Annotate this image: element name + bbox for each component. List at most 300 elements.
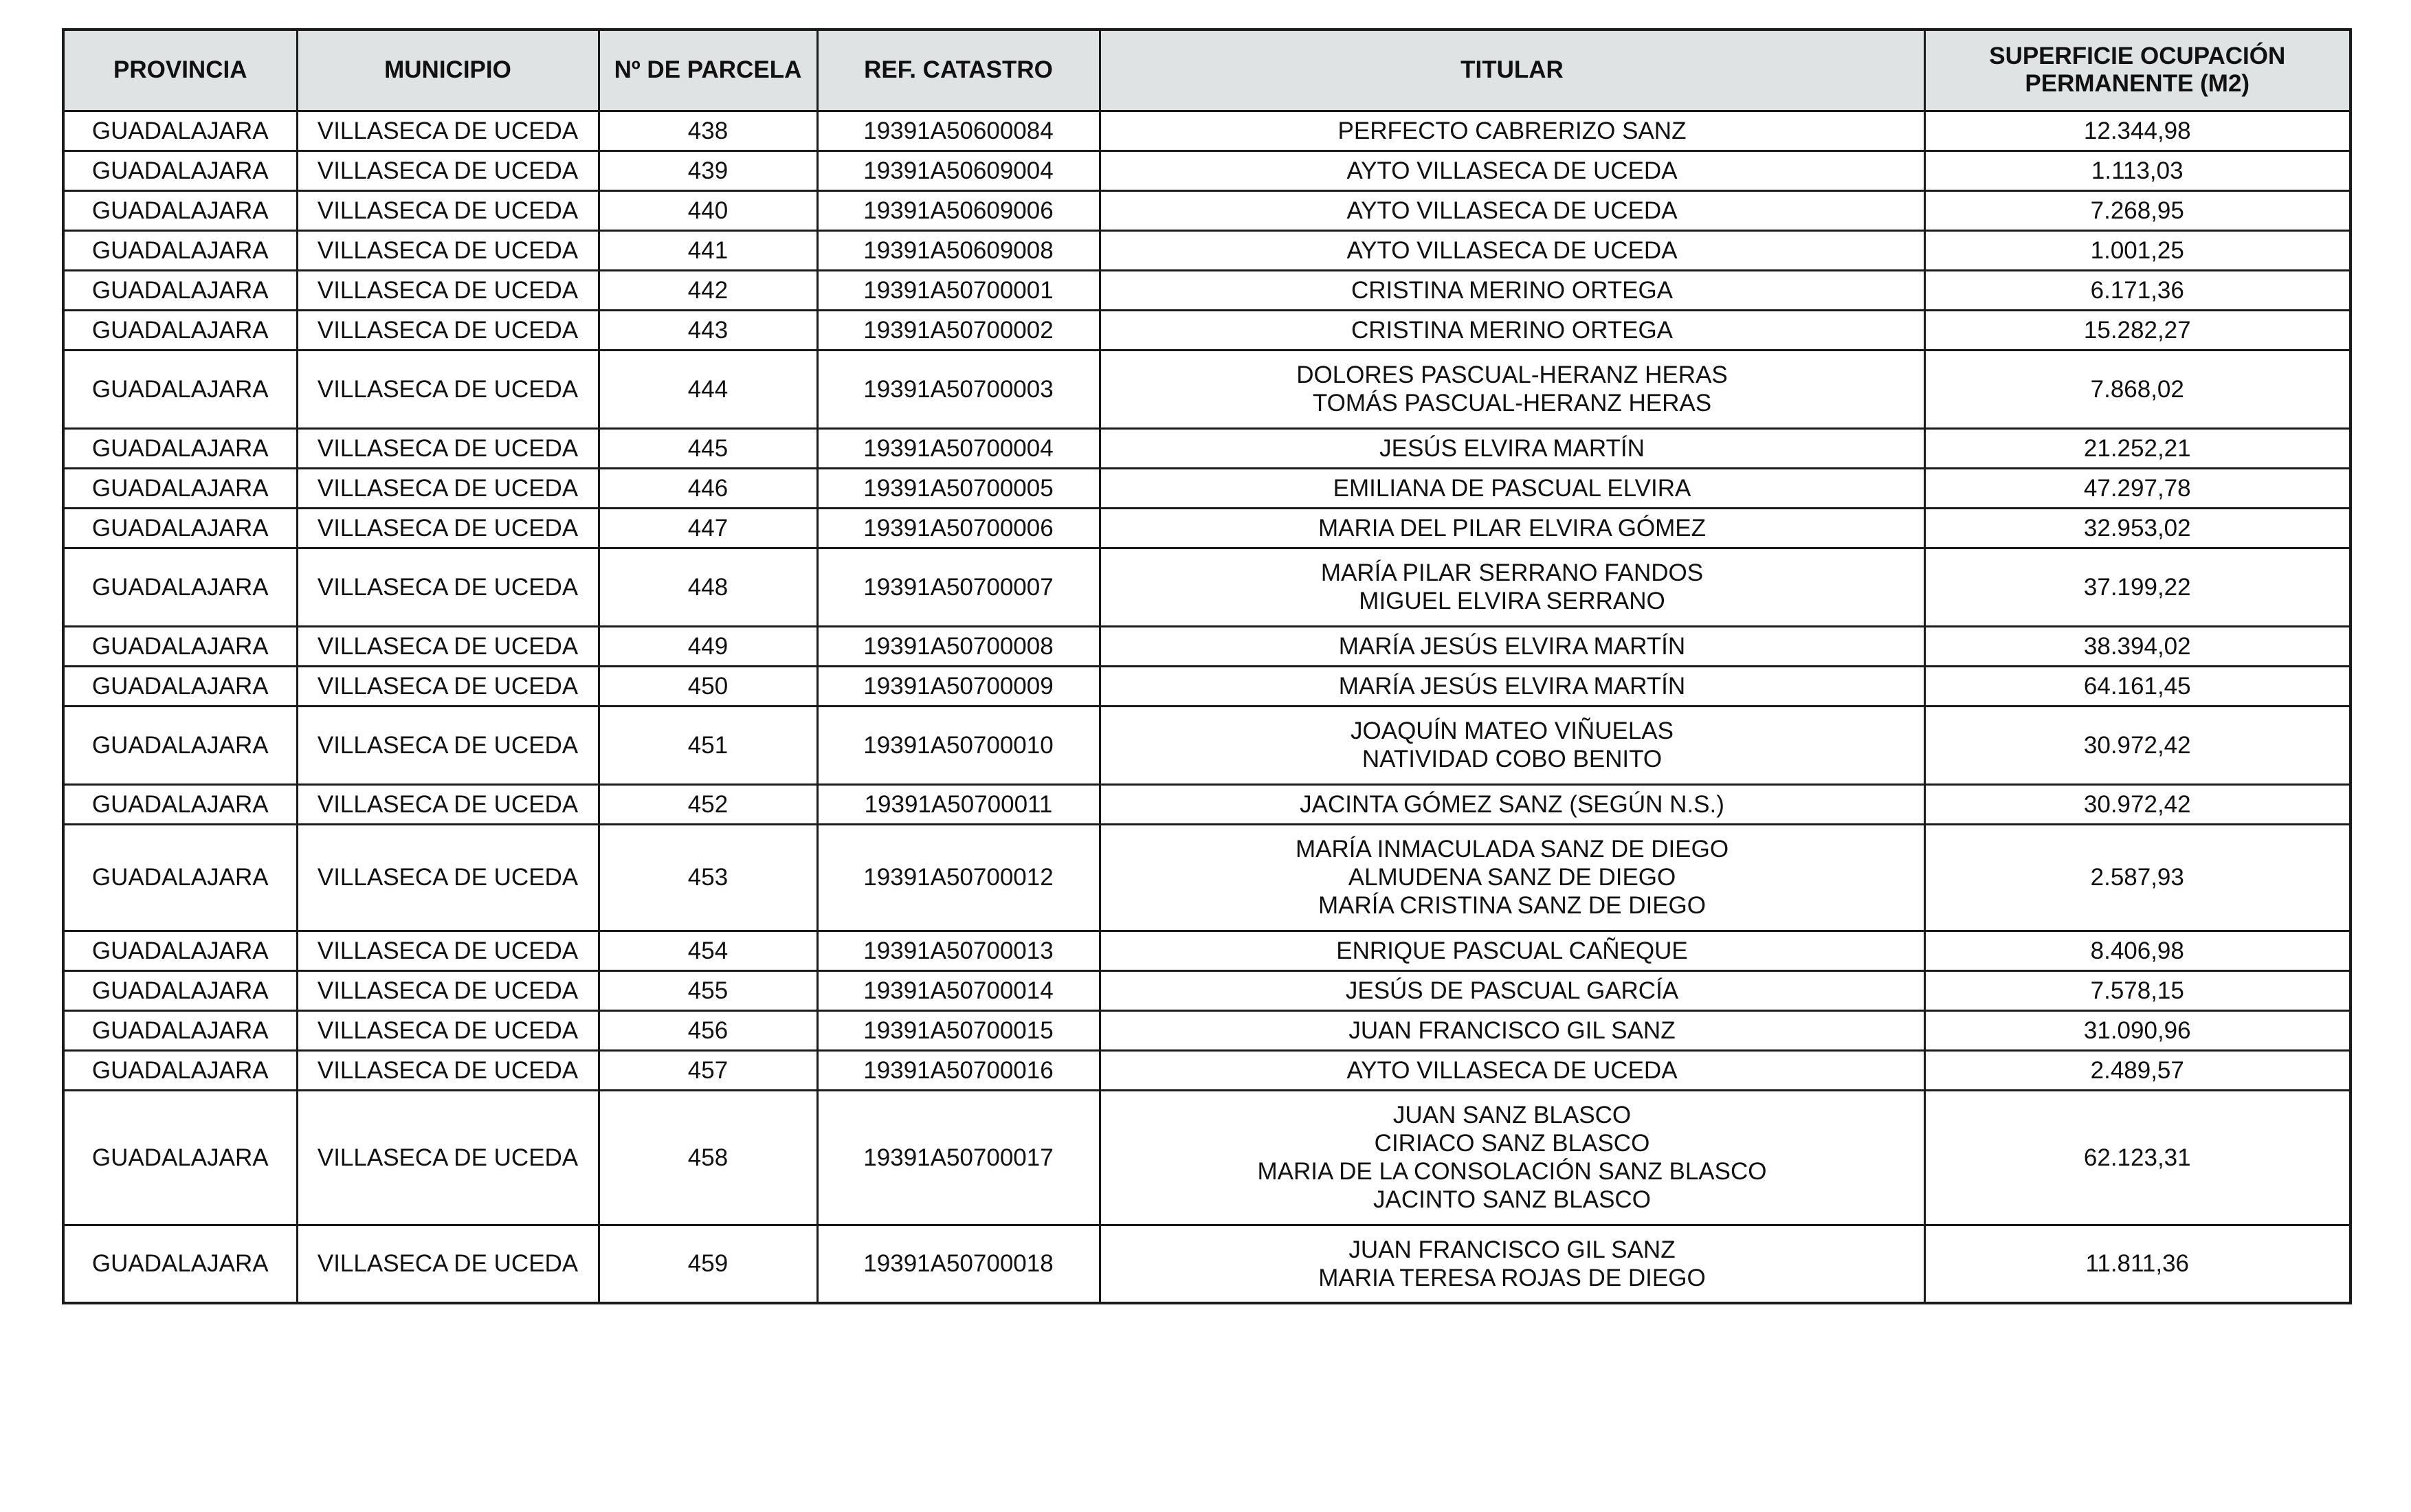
cell-superficie-text: 21.252,21 [2083,434,2191,462]
cell-provincia [63,626,297,666]
cell-municipio-text: VILLASECA DE UCEDA [317,1250,579,1278]
cell-parcela-text: 449 [687,632,729,660]
cell-parcela [599,151,817,190]
cell-ref-catastro-text: 19391A50700014 [863,977,1054,1004]
parcel-table [62,28,2352,1304]
cell-ref-catastro-text: 19391A50609008 [863,236,1054,264]
cell-municipio-text: VILLASECA DE UCEDA [317,1144,579,1171]
cell-titular [1100,190,1924,230]
cell-municipio [297,468,599,508]
cell-ref-catastro-text: 19391A50700001 [863,276,1054,304]
titular-name: JESÚS DE PASCUAL GARCÍA [1345,977,1679,1004]
cell-titular [1100,970,1924,1010]
cell-provincia-text: GUADALAJARA [91,864,269,891]
cell-provincia [63,548,297,626]
cell-superficie-text: 7.868,02 [2090,375,2184,403]
cell-municipio-text: VILLASECA DE UCEDA [317,236,579,264]
cell-municipio-text: VILLASECA DE UCEDA [317,977,579,1004]
cell-ref-catastro [817,1050,1100,1090]
cell-titular [1100,1010,1924,1050]
cell-superficie-text: 11.811,36 [2085,1250,2189,1278]
cell-provincia [63,230,297,270]
titular-name: JUAN FRANCISCO GIL SANZ [1348,1016,1676,1044]
cell-provincia [63,1050,297,1090]
table-row [63,931,2351,970]
cell-ref-catastro-text: 19391A50700004 [863,434,1054,462]
cell-municipio [297,626,599,666]
cell-superficie [1924,508,2351,548]
cell-titular [1100,230,1924,270]
cell-superficie-text: 37.199,22 [2083,573,2191,601]
table-row [63,190,2351,230]
cell-municipio-text: VILLASECA DE UCEDA [317,1056,579,1084]
cell-municipio-text: VILLASECA DE UCEDA [317,864,579,891]
table-row [63,111,2351,151]
titular-name: AYTO VILLASECA DE UCEDA [1346,197,1678,224]
titular-name: JACINTO SANZ BLASCO [1373,1186,1651,1213]
cell-provincia-text: GUADALAJARA [91,937,269,964]
cell-superficie-text: 7.268,95 [2090,197,2184,224]
header-municipio: MUNICIPIO [297,30,599,111]
table-row [63,1050,2351,1090]
cell-superficie-text: 1.001,25 [2090,236,2184,264]
table-row [63,508,2351,548]
cell-municipio-text: VILLASECA DE UCEDA [317,316,579,344]
cell-provincia-text: GUADALAJARA [91,316,269,344]
table-header-row [63,30,2351,111]
cell-superficie [1924,666,2351,706]
cell-municipio [297,931,599,970]
cell-provincia-text: GUADALAJARA [91,977,269,1004]
titular-name: JUAN SANZ BLASCO [1392,1102,1632,1129]
cell-municipio [297,1050,599,1090]
titular-name: CRISTINA MERINO ORTEGA [1351,316,1674,344]
cell-provincia [63,190,297,230]
cell-titular [1100,270,1924,310]
cell-provincia [63,931,297,970]
cell-superficie-text: 64.161,45 [2083,672,2191,700]
table-row [63,1225,2351,1303]
cell-ref-catastro [817,548,1100,626]
cell-municipio [297,350,599,428]
table-row [63,230,2351,270]
cell-municipio [297,270,599,310]
cell-parcela-text: 457 [687,1056,729,1084]
cell-municipio-text: VILLASECA DE UCEDA [317,117,579,144]
cell-provincia [63,111,297,151]
cell-superficie [1924,428,2351,468]
table-body [63,111,2351,1303]
cell-superficie [1924,824,2351,931]
cell-parcela-text: 448 [687,573,729,601]
cell-superficie-text: 1.113,03 [2091,157,2184,184]
cell-parcela [599,350,817,428]
cell-ref-catastro [817,1010,1100,1050]
cell-provincia [63,1090,297,1225]
cell-provincia-text: GUADALAJARA [91,731,269,759]
cell-municipio-text: VILLASECA DE UCEDA [317,573,579,601]
cell-ref-catastro-text: 19391A50700015 [863,1016,1054,1044]
cell-parcela-text: 444 [687,375,729,403]
cell-ref-catastro-text: 19391A50700006 [863,514,1054,542]
cell-provincia-text: GUADALAJARA [91,632,269,660]
cell-parcela-text: 446 [687,474,729,502]
cell-parcela [599,1050,817,1090]
cell-superficie [1924,468,2351,508]
cell-parcela-text: 442 [687,276,729,304]
titular-name: MARÍA JESÚS ELVIRA MARTÍN [1338,632,1686,660]
cell-provincia-text: GUADALAJARA [91,236,269,264]
cell-ref-catastro [817,190,1100,230]
cell-provincia-text: GUADALAJARA [91,672,269,700]
cell-titular [1100,824,1924,931]
cell-provincia [63,666,297,706]
titular-name: EMILIANA DE PASCUAL ELVIRA [1333,474,1691,502]
cell-municipio [297,111,599,151]
cell-municipio [297,1010,599,1050]
cell-municipio-text: VILLASECA DE UCEDA [317,197,579,224]
cell-titular [1100,468,1924,508]
cell-superficie-text: 38.394,02 [2083,632,2191,660]
header-titular: TITULAR [1100,30,1924,111]
cell-municipio [297,548,599,626]
cell-ref-catastro [817,508,1100,548]
cell-titular [1100,1050,1924,1090]
cell-parcela [599,1090,817,1225]
cell-provincia [63,428,297,468]
cell-parcela-text: 455 [687,977,729,1004]
cell-superficie [1924,151,2351,190]
cell-ref-catastro [817,468,1100,508]
cell-provincia [63,970,297,1010]
cell-ref-catastro-text: 19391A50700017 [863,1144,1054,1171]
cell-parcela [599,824,817,931]
cell-parcela [599,706,817,784]
cell-parcela [599,548,817,626]
cell-ref-catastro [817,666,1100,706]
cell-ref-catastro [817,151,1100,190]
cell-ref-catastro-text: 19391A50700016 [863,1056,1054,1084]
cell-ref-catastro-text: 19391A50700012 [863,864,1054,891]
table-row [63,784,2351,824]
cell-municipio [297,230,599,270]
cell-municipio [297,1225,599,1303]
titular-name: AYTO VILLASECA DE UCEDA [1346,236,1678,264]
cell-titular [1100,428,1924,468]
titular-name: MARIA TERESA ROJAS DE DIEGO [1318,1264,1706,1291]
cell-provincia [63,151,297,190]
cell-superficie-text: 31.090,96 [2083,1016,2191,1044]
cell-municipio [297,151,599,190]
cell-superficie [1924,1050,2351,1090]
cell-provincia-text: GUADALAJARA [91,117,269,144]
cell-provincia-text: GUADALAJARA [91,1056,269,1084]
titular-name: MARÍA JESÚS ELVIRA MARTÍN [1338,672,1686,700]
cell-parcela-text: 459 [687,1250,729,1278]
cell-parcela [599,111,817,151]
cell-superficie-text: 6.171,36 [2090,276,2184,304]
titular-name: DOLORES PASCUAL-HERANZ HERAS [1296,362,1728,388]
cell-municipio-text: VILLASECA DE UCEDA [317,672,579,700]
cell-ref-catastro [817,350,1100,428]
cell-superficie-text: 8.406,98 [2090,937,2184,964]
cell-provincia-text: GUADALAJARA [91,434,269,462]
titular-name: ENRIQUE PASCUAL CAÑEQUE [1336,937,1688,964]
cell-parcela-text: 440 [687,197,729,224]
cell-parcela [599,1010,817,1050]
cell-superficie-text: 32.953,02 [2083,514,2191,542]
table-row [63,151,2351,190]
cell-parcela [599,230,817,270]
cell-parcela-text: 451 [687,731,729,759]
cell-ref-catastro-text: 19391A50700011 [864,790,1053,818]
header-ref-catastro: REF. CATASTRO [817,30,1100,111]
cell-provincia-text: GUADALAJARA [91,1016,269,1044]
cell-parcela-text: 458 [687,1144,729,1171]
cell-parcela [599,428,817,468]
titular-name: CIRIACO SANZ BLASCO [1374,1130,1650,1157]
cell-provincia-text: GUADALAJARA [91,514,269,542]
cell-parcela-text: 439 [687,157,729,184]
cell-parcela [599,270,817,310]
cell-ref-catastro-text: 19391A50700013 [863,937,1054,964]
titular-name: MARIA DEL PILAR ELVIRA GÓMEZ [1318,514,1707,542]
cell-ref-catastro-text: 19391A50600084 [863,117,1054,144]
cell-superficie-text: 30.972,42 [2083,790,2191,818]
cell-superficie [1924,706,2351,784]
cell-provincia [63,784,297,824]
titular-name: JUAN FRANCISCO GIL SANZ [1348,1236,1676,1263]
table-row [63,666,2351,706]
cell-titular [1100,1090,1924,1225]
cell-superficie-text: 2.587,93 [2090,864,2184,891]
titular-name: MARÍA CRISTINA SANZ DE DIEGO [1318,892,1706,919]
table-row [63,824,2351,931]
cell-titular [1100,111,1924,151]
cell-parcela-text: 454 [687,937,729,964]
cell-superficie-text: 2.489,57 [2090,1056,2184,1084]
cell-titular [1100,151,1924,190]
titular-name: AYTO VILLASECA DE UCEDA [1346,157,1678,184]
cell-superficie [1924,931,2351,970]
table-row [63,270,2351,310]
cell-ref-catastro-text: 19391A50609006 [863,197,1054,224]
cell-titular [1100,1225,1924,1303]
cell-superficie [1924,1225,2351,1303]
cell-municipio [297,666,599,706]
cell-superficie [1924,626,2351,666]
header-parcela: Nº DE PARCELA [599,30,817,111]
cell-titular [1100,508,1924,548]
cell-provincia-text: GUADALAJARA [91,573,269,601]
header-superficie [1924,30,2351,111]
cell-municipio-text: VILLASECA DE UCEDA [317,434,579,462]
cell-ref-catastro [817,230,1100,270]
titular-name: TOMÁS PASCUAL-HERANZ HERAS [1312,390,1712,416]
cell-superficie [1924,350,2351,428]
titular-name: JESÚS ELVIRA MARTÍN [1379,434,1645,462]
cell-parcela-text: 450 [687,672,729,700]
cell-provincia-text: GUADALAJARA [91,276,269,304]
cell-provincia [63,270,297,310]
cell-titular [1100,310,1924,350]
table-row [63,468,2351,508]
table-row [63,350,2351,428]
titular-name: PERFECTO CABRERIZO SANZ [1337,117,1687,144]
cell-ref-catastro [817,270,1100,310]
cell-provincia-text: GUADALAJARA [91,375,269,403]
cell-provincia [63,350,297,428]
cell-municipio [297,310,599,350]
cell-municipio [297,784,599,824]
cell-municipio-text: VILLASECA DE UCEDA [317,375,579,403]
cell-superficie [1924,230,2351,270]
cell-ref-catastro [817,784,1100,824]
titular-name: MARÍA INMACULADA SANZ DE DIEGO [1295,836,1729,863]
cell-parcela [599,931,817,970]
titular-name: JOAQUÍN MATEO VIÑUELAS [1351,718,1674,744]
cell-municipio-text: VILLASECA DE UCEDA [317,1016,579,1044]
cell-ref-catastro [817,706,1100,784]
cell-municipio-text: VILLASECA DE UCEDA [317,632,579,660]
cell-ref-catastro-text: 19391A50609004 [863,157,1054,184]
titular-name: CRISTINA MERINO ORTEGA [1351,276,1674,304]
cell-parcela-text: 453 [687,864,729,891]
cell-parcela [599,626,817,666]
cell-parcela-text: 445 [687,434,729,462]
cell-superficie [1924,1090,2351,1225]
cell-provincia-text: GUADALAJARA [91,790,269,818]
cell-ref-catastro [817,626,1100,666]
cell-ref-catastro [817,970,1100,1010]
cell-provincia [63,468,297,508]
cell-parcela [599,666,817,706]
cell-parcela-text: 456 [687,1016,729,1044]
cell-municipio-text: VILLASECA DE UCEDA [317,276,579,304]
table-row [63,706,2351,784]
table-row [63,626,2351,666]
cell-titular [1100,666,1924,706]
cell-parcela [599,970,817,1010]
cell-parcela [599,190,817,230]
cell-ref-catastro-text: 19391A50700018 [863,1250,1054,1278]
cell-superficie-text: 62.123,31 [2083,1144,2191,1171]
table-row [63,970,2351,1010]
cell-titular [1100,548,1924,626]
cell-municipio [297,706,599,784]
cell-superficie [1924,270,2351,310]
cell-parcela [599,310,817,350]
cell-ref-catastro-text: 19391A50700009 [863,672,1054,700]
cell-superficie-text: 15.282,27 [2083,316,2191,344]
cell-parcela [599,468,817,508]
cell-superficie [1924,1010,2351,1050]
cell-municipio [297,970,599,1010]
cell-ref-catastro-text: 19391A50700008 [863,632,1054,660]
cell-municipio [297,190,599,230]
cell-ref-catastro [817,1225,1100,1303]
cell-municipio [297,1090,599,1225]
cell-ref-catastro-text: 19391A50700005 [863,474,1054,502]
cell-superficie [1924,548,2351,626]
cell-provincia-text: GUADALAJARA [91,474,269,502]
cell-provincia-text: GUADALAJARA [91,157,269,184]
header-provincia: PROVINCIA [63,30,297,111]
cell-provincia-text: GUADALAJARA [91,1250,269,1278]
cell-parcela-text: 447 [687,514,729,542]
table-row [63,310,2351,350]
cell-municipio-text: VILLASECA DE UCEDA [317,474,579,502]
cell-ref-catastro [817,310,1100,350]
cell-ref-catastro [817,931,1100,970]
cell-municipio-text: VILLASECA DE UCEDA [317,157,579,184]
titular-name: MARÍA PILAR SERRANO FANDOS [1320,559,1704,586]
cell-titular [1100,626,1924,666]
titular-name: MARIA DE LA CONSOLACIÓN SANZ BLASCO [1257,1158,1767,1185]
cell-provincia [63,1225,297,1303]
cell-provincia [63,508,297,548]
titular-name: AYTO VILLASECA DE UCEDA [1346,1056,1678,1084]
titular-name: ALMUDENA SANZ DE DIEGO [1348,864,1676,891]
cell-parcela [599,784,817,824]
cell-ref-catastro-text: 19391A50700007 [863,573,1054,601]
cell-provincia-text: GUADALAJARA [91,197,269,224]
table-row [63,548,2351,626]
cell-superficie-text: 47.297,78 [2083,474,2191,502]
cell-titular [1100,784,1924,824]
cell-provincia-text: GUADALAJARA [91,1144,269,1171]
cell-ref-catastro [817,824,1100,931]
cell-municipio-text: VILLASECA DE UCEDA [317,514,579,542]
cell-parcela-text: 443 [687,316,729,344]
titular-name: NATIVIDAD COBO BENITO [1362,746,1663,772]
cell-superficie [1924,970,2351,1010]
cell-superficie [1924,190,2351,230]
cell-ref-catastro-text: 19391A50700010 [863,731,1054,759]
cell-municipio-text: VILLASECA DE UCEDA [317,937,579,964]
cell-ref-catastro [817,111,1100,151]
header-superficie-line1: SUPERFICIE OCUPACIÓN [1989,43,2286,70]
table-row [63,1090,2351,1225]
cell-provincia [63,706,297,784]
cell-parcela-text: 452 [687,790,729,818]
cell-provincia [63,824,297,931]
cell-ref-catastro [817,428,1100,468]
table-row [63,1010,2351,1050]
titular-name: JACINTA GÓMEZ SANZ (SEGÚN N.S.) [1300,790,1724,818]
cell-superficie-text: 12.344,98 [2083,117,2191,144]
cell-titular [1100,931,1924,970]
cell-municipio [297,508,599,548]
cell-municipio [297,824,599,931]
cell-superficie-text: 7.578,15 [2090,977,2184,1004]
cell-ref-catastro-text: 19391A50700003 [863,375,1054,403]
cell-superficie-text: 30.972,42 [2083,731,2191,759]
cell-provincia [63,1010,297,1050]
cell-titular [1100,350,1924,428]
cell-municipio-text: VILLASECA DE UCEDA [317,790,579,818]
cell-municipio-text: VILLASECA DE UCEDA [317,731,579,759]
cell-provincia [63,310,297,350]
cell-titular [1100,706,1924,784]
cell-ref-catastro-text: 19391A50700002 [863,316,1054,344]
cell-parcela-text: 441 [687,236,729,264]
cell-parcela-text: 438 [687,117,729,144]
header-superficie-line2: PERMANENTE (M2) [2025,70,2250,98]
cell-parcela [599,1225,817,1303]
cell-parcela [599,508,817,548]
cell-superficie [1924,111,2351,151]
